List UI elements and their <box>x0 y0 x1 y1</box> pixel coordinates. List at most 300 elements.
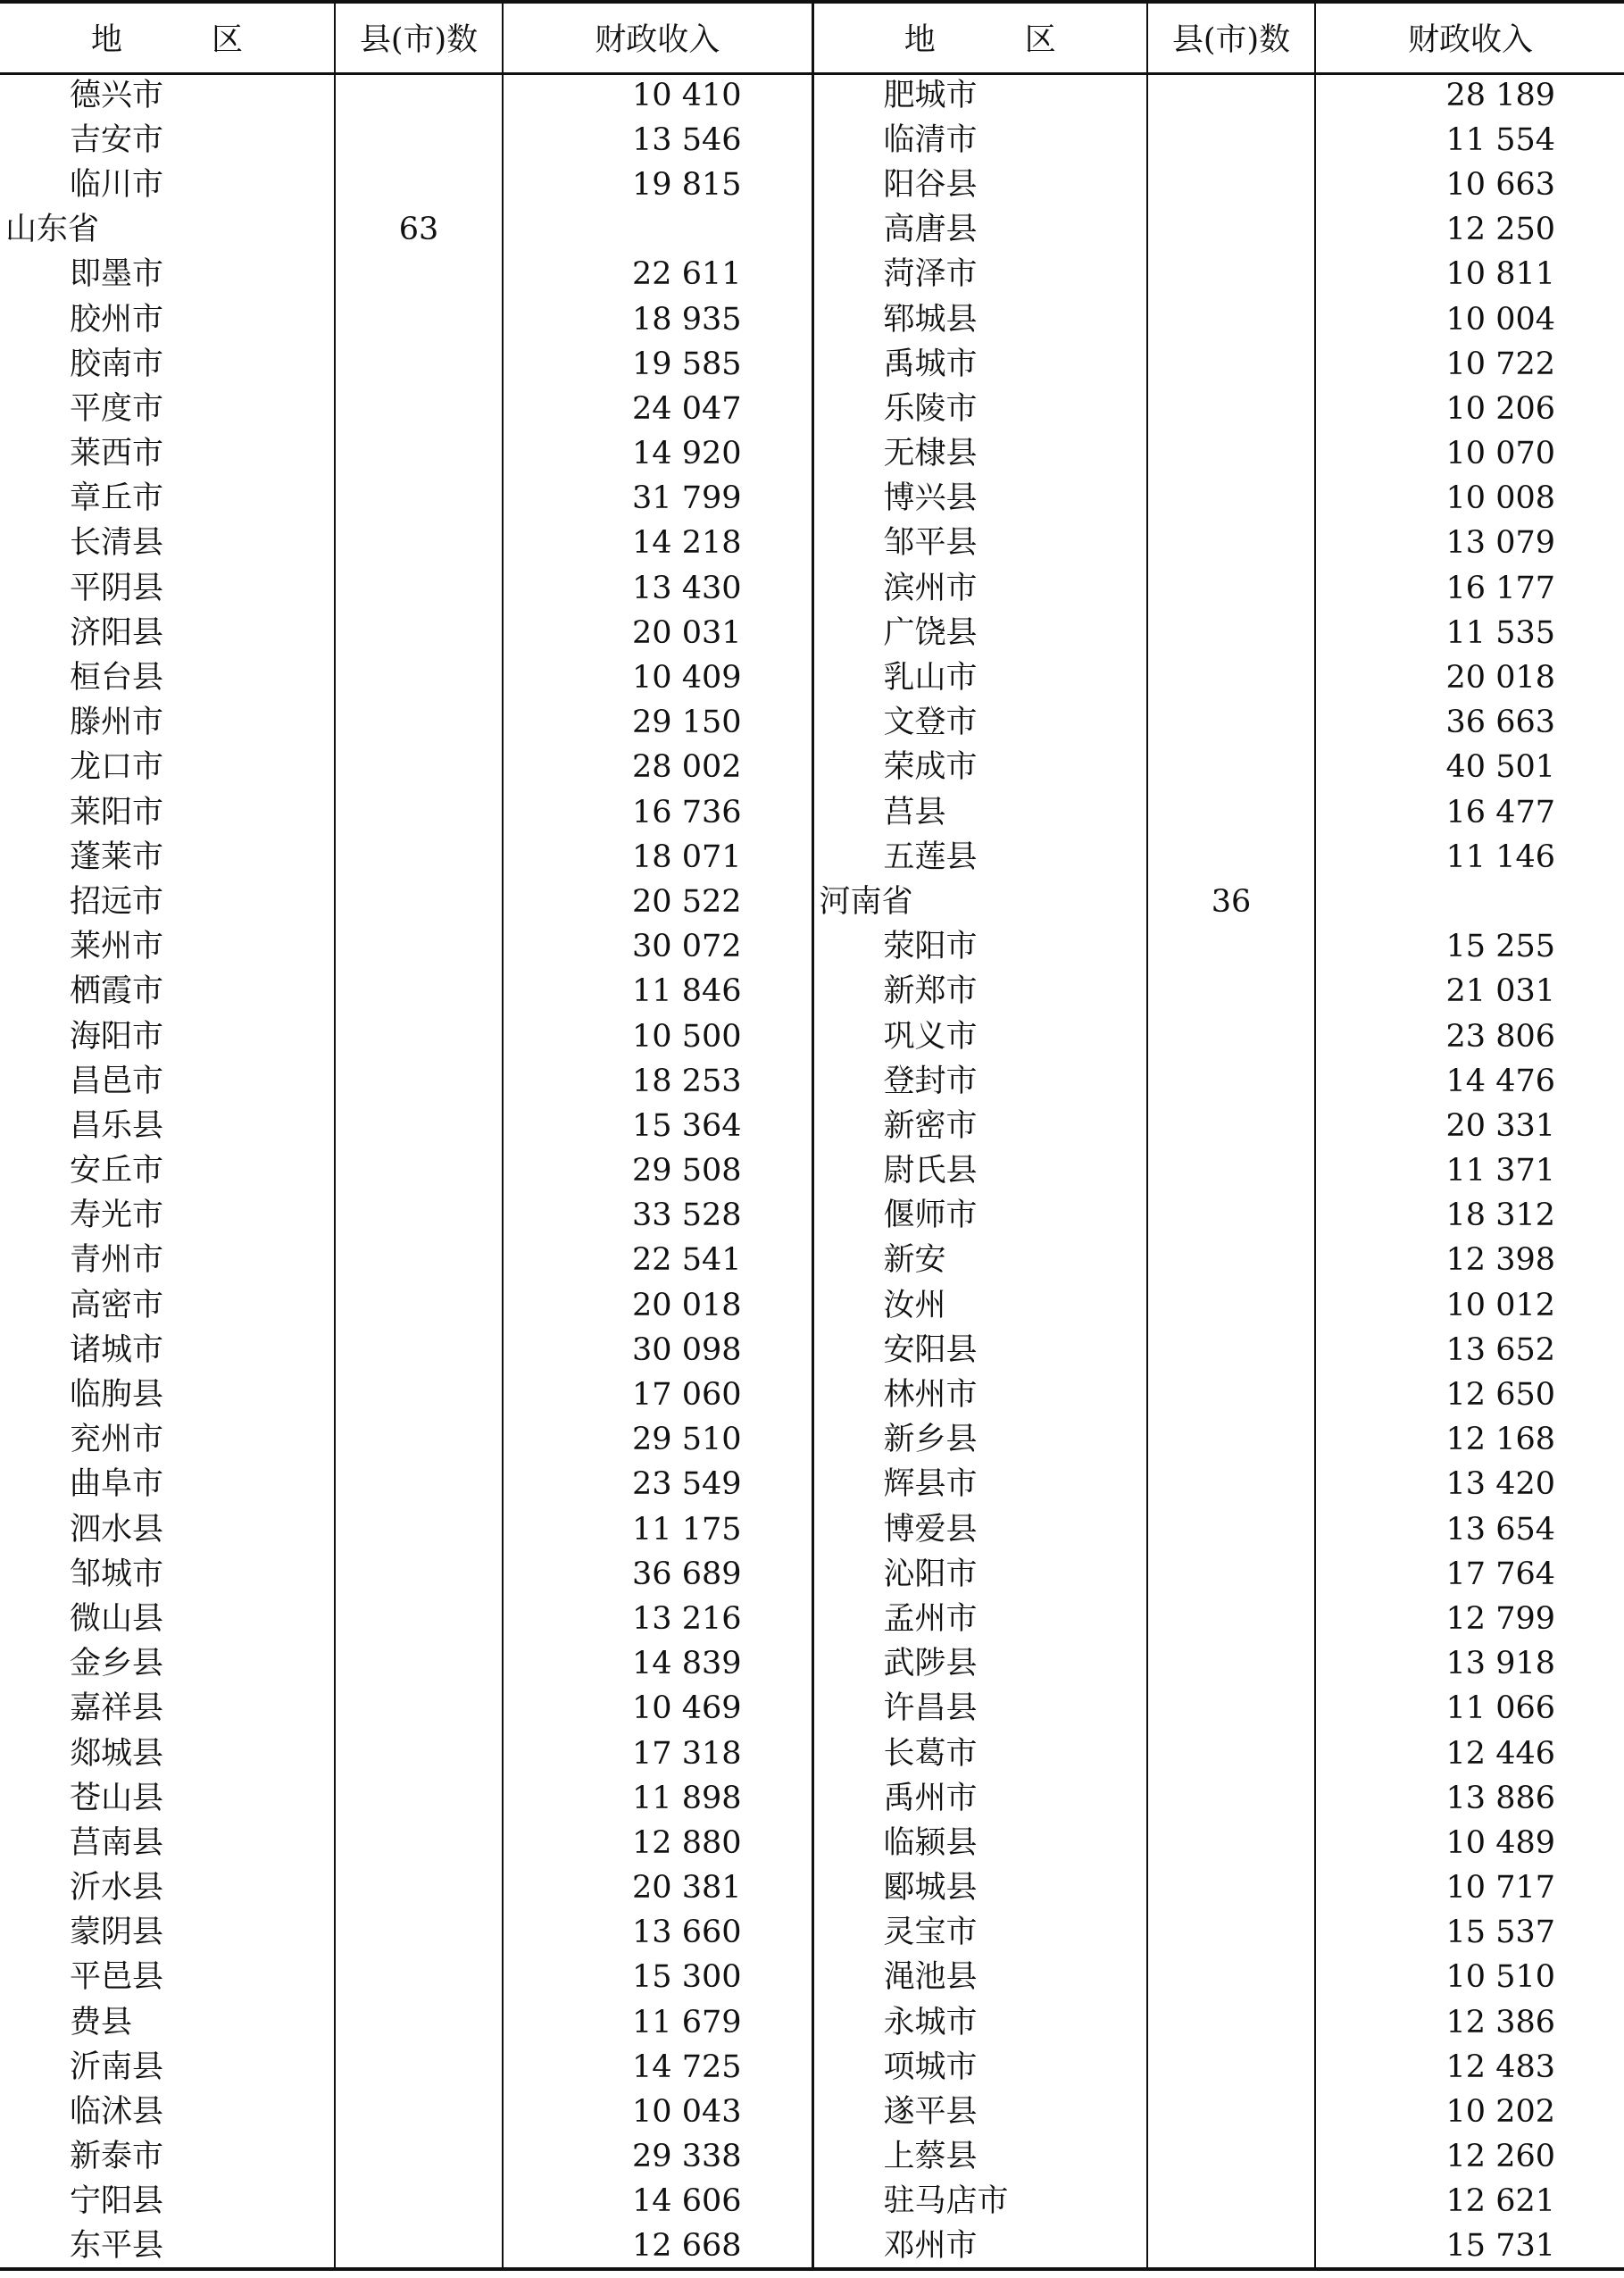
county-count <box>335 1014 503 1059</box>
revenue-value: 36 689 <box>503 1552 812 1597</box>
county-name: 禹城市 <box>812 342 1147 387</box>
county-name: 荣成市 <box>812 746 1147 790</box>
county-name: 乐陵市 <box>812 387 1147 431</box>
revenue-value: 15 255 <box>1315 925 1624 970</box>
revenue-value: 20 381 <box>503 1866 812 1911</box>
county-count <box>335 297 503 342</box>
revenue-value: 13 430 <box>503 566 812 611</box>
county-name: 孟州市 <box>812 1597 1147 1641</box>
county-count <box>335 1552 503 1597</box>
county-name: 遂平县 <box>812 2090 1147 2134</box>
revenue-value: 11 898 <box>503 1776 812 1821</box>
county-name: 沁阳市 <box>812 1552 1147 1597</box>
province-name: 河南省 <box>812 880 1147 924</box>
revenue-value: 19 815 <box>503 163 812 207</box>
table-row <box>0 297 1624 342</box>
county-name: 滕州市 <box>70 705 164 741</box>
county-name: 德兴市 <box>70 78 164 114</box>
county-name: 莱州市 <box>70 929 164 965</box>
county-count <box>335 1283 503 1328</box>
county-count <box>1147 746 1315 790</box>
county-name: 渑池县 <box>812 1956 1147 2000</box>
county-count <box>1147 566 1315 611</box>
county-count <box>335 1418 503 1463</box>
county-count <box>1147 432 1315 477</box>
revenue-value: 13 654 <box>1315 1507 1624 1552</box>
county-name: 新郑市 <box>812 970 1147 1014</box>
revenue-value: 29 338 <box>503 2135 812 2180</box>
county-count <box>1147 1642 1315 1687</box>
revenue-value: 17 318 <box>503 1731 812 1776</box>
county-count <box>335 1463 503 1507</box>
county-name: 莒县 <box>812 790 1147 835</box>
county-count <box>1147 2090 1315 2134</box>
county-count <box>1147 1552 1315 1597</box>
county-name: 桓台县 <box>70 660 164 697</box>
county-count <box>335 1821 503 1865</box>
revenue-value: 10 722 <box>1315 342 1624 387</box>
county-count <box>1147 655 1315 700</box>
county-name: 长清县 <box>70 525 164 562</box>
table-row <box>0 790 1624 835</box>
county-count <box>1147 1597 1315 1641</box>
county-name: 高密市 <box>70 1287 164 1323</box>
county-count <box>335 835 503 880</box>
revenue-value: 12 398 <box>1315 1239 1624 1283</box>
revenue-value: 10 410 <box>503 73 812 118</box>
table-row <box>0 746 1624 790</box>
county-count <box>335 1059 503 1104</box>
revenue-value: 10 500 <box>503 1014 812 1059</box>
revenue-value: 18 935 <box>503 297 812 342</box>
county-name: 登封市 <box>812 1059 1147 1104</box>
revenue-value: 15 731 <box>1315 2224 1624 2269</box>
county-count <box>1147 1507 1315 1552</box>
county-name: 郓城县 <box>812 297 1147 342</box>
province-name: 山东省 <box>5 212 100 248</box>
table-row <box>0 1239 1624 1283</box>
revenue-value: 10 070 <box>1315 432 1624 477</box>
table-row <box>0 1059 1624 1104</box>
table-row <box>0 1463 1624 1507</box>
county-name: 招远市 <box>70 883 164 920</box>
header-revenue-left: 财政收入 <box>503 2 812 73</box>
county-name: 上蔡县 <box>812 2135 1147 2180</box>
table-row <box>0 1194 1624 1239</box>
revenue-value: 12 621 <box>1315 2180 1624 2224</box>
revenue-value: 14 606 <box>503 2180 812 2224</box>
county-count <box>1147 2135 1315 2180</box>
county-name: 菏泽市 <box>812 253 1147 297</box>
revenue-value: 22 611 <box>503 253 812 297</box>
table-row <box>0 1597 1624 1641</box>
header-row <box>0 2 1624 73</box>
revenue-value: 10 469 <box>503 1687 812 1731</box>
county-count <box>335 2180 503 2224</box>
table-row <box>0 118 1624 163</box>
county-name: 高唐县 <box>812 208 1147 253</box>
county-name: 新密市 <box>812 1104 1147 1148</box>
revenue-value: 10 717 <box>1315 1866 1624 1911</box>
county-count <box>335 701 503 746</box>
county-count <box>1147 1328 1315 1373</box>
county-count <box>1147 1104 1315 1148</box>
county-count <box>1147 1911 1315 1956</box>
table-row <box>0 925 1624 970</box>
revenue-value: 33 528 <box>503 1194 812 1239</box>
revenue-value: 10 489 <box>1315 1821 1624 1865</box>
table-row <box>0 1731 1624 1776</box>
revenue-value: 11 535 <box>1315 611 1624 655</box>
table-row <box>0 2045 1624 2090</box>
revenue-value: 14 725 <box>503 2045 812 2090</box>
county-name: 博爱县 <box>812 1507 1147 1552</box>
table-row <box>0 2090 1624 2134</box>
county-name: 东平县 <box>0 2224 335 2269</box>
county-name: 安阳县 <box>812 1328 1147 1373</box>
county-count <box>335 2000 503 2045</box>
revenue-value: 10 409 <box>503 655 812 700</box>
table-body <box>0 73 1624 2269</box>
county-count <box>1147 2000 1315 2045</box>
county-count <box>1147 1239 1315 1283</box>
county-name: 沂水县 <box>70 1870 164 1907</box>
county-name: 费县 <box>70 2004 133 2040</box>
county-count <box>1147 1821 1315 1865</box>
county-count <box>335 1239 503 1283</box>
revenue-value: 11 679 <box>503 2000 812 2045</box>
county-name: 吉安市 <box>70 121 164 158</box>
county-count <box>1147 1776 1315 1821</box>
county-count <box>335 1597 503 1641</box>
header-revenue-right: 财政收入 <box>1315 2 1624 73</box>
county-name: 肥城市 <box>812 73 1147 118</box>
revenue-value: 23 549 <box>503 1463 812 1507</box>
revenue-value: 18 312 <box>1315 1194 1624 1239</box>
county-name: 青州市 <box>70 1242 164 1279</box>
county-name: 林州市 <box>812 1373 1147 1417</box>
table-row <box>0 432 1624 477</box>
county-name: 栖霞市 <box>70 973 164 1010</box>
county-name: 临朐县 <box>70 1377 164 1414</box>
county-name: 巩义市 <box>812 1014 1147 1059</box>
county-count <box>1147 1956 1315 2000</box>
header-count-left: 县(市)数 <box>335 2 503 73</box>
revenue-value: 20 018 <box>1315 655 1624 700</box>
county-count <box>1147 2224 1315 2269</box>
table-row <box>0 1283 1624 1328</box>
revenue-value: 22 541 <box>503 1239 812 1283</box>
county-count <box>1147 1373 1315 1417</box>
table-row <box>0 1911 1624 1956</box>
table-row <box>0 2224 1624 2269</box>
county-name: 郯城县 <box>70 1735 164 1772</box>
county-name: 曲阜市 <box>70 1466 164 1503</box>
county-count <box>335 1866 503 1911</box>
county-name: 辉县市 <box>812 1463 1147 1507</box>
table-row <box>0 163 1624 207</box>
revenue-value: 29 510 <box>503 1418 812 1463</box>
county-count <box>1147 1866 1315 1911</box>
table-row <box>0 2000 1624 2045</box>
county-count <box>335 2045 503 2090</box>
county-name: 胶南市 <box>70 346 164 382</box>
county-name: 武陟县 <box>812 1642 1147 1687</box>
county-count <box>335 253 503 297</box>
header-region-right: 地 区 <box>812 2 1147 73</box>
table-row <box>0 2135 1624 2180</box>
revenue-value: 11 846 <box>503 970 812 1014</box>
county-name: 郾城县 <box>812 1866 1147 1911</box>
county-count <box>1147 163 1315 207</box>
county-name: 济阳县 <box>70 614 164 651</box>
county-count: 63 <box>335 208 503 253</box>
county-count <box>335 1507 503 1552</box>
revenue-value: 24 047 <box>503 387 812 431</box>
county-name: 即墨市 <box>70 256 164 293</box>
revenue-value: 16 177 <box>1315 566 1624 611</box>
revenue-value: 10 202 <box>1315 2090 1624 2134</box>
county-count <box>1147 1463 1315 1507</box>
table-row <box>0 1507 1624 1552</box>
county-name: 临颍县 <box>812 1821 1147 1865</box>
table-row <box>0 1956 1624 2000</box>
county-count <box>335 611 503 655</box>
table-row <box>0 1552 1624 1597</box>
revenue-value: 30 098 <box>503 1328 812 1373</box>
county-name: 尉氏县 <box>812 1149 1147 1194</box>
county-name: 昌邑市 <box>70 1063 164 1099</box>
revenue-value: 10 004 <box>1315 297 1624 342</box>
county-name: 平邑县 <box>70 1959 164 1996</box>
county-count <box>1147 1283 1315 1328</box>
revenue-value: 10 811 <box>1315 253 1624 297</box>
county-name: 蒙阴县 <box>70 1915 164 1951</box>
county-name: 海阳市 <box>70 1018 164 1055</box>
county-name: 新乡县 <box>812 1418 1147 1463</box>
revenue-value: 12 168 <box>1315 1418 1624 1463</box>
county-name: 沂南县 <box>70 2049 164 2085</box>
revenue-value: 14 218 <box>503 522 812 566</box>
revenue-value: 29 150 <box>503 701 812 746</box>
revenue-value: 14 839 <box>503 1642 812 1687</box>
county-count <box>335 925 503 970</box>
revenue-value: 20 018 <box>503 1283 812 1328</box>
table-row <box>0 253 1624 297</box>
revenue-value: 12 799 <box>1315 1597 1624 1641</box>
revenue-value: 13 660 <box>503 1911 812 1956</box>
revenue-value: 13 886 <box>1315 1776 1624 1821</box>
table-row <box>0 1149 1624 1194</box>
table-row <box>0 342 1624 387</box>
county-name: 项城市 <box>812 2045 1147 2090</box>
county-name: 临清市 <box>812 118 1147 163</box>
county-count <box>1147 477 1315 522</box>
county-count <box>335 1328 503 1373</box>
revenue-value: 12 650 <box>1315 1373 1624 1417</box>
county-name: 寿光市 <box>70 1197 164 1234</box>
revenue-value: 10 663 <box>1315 163 1624 207</box>
revenue-value: 18 253 <box>503 1059 812 1104</box>
county-name: 泗水县 <box>70 1511 164 1548</box>
county-name: 临川市 <box>70 166 164 203</box>
revenue-value: 10 510 <box>1315 1956 1624 2000</box>
county-name: 文登市 <box>812 701 1147 746</box>
county-count <box>1147 118 1315 163</box>
revenue-value: 12 250 <box>1315 208 1624 253</box>
county-count <box>1147 522 1315 566</box>
revenue-value: 11 175 <box>503 1507 812 1552</box>
county-count <box>1147 208 1315 253</box>
county-name: 昌乐县 <box>70 1107 164 1144</box>
county-name: 嘉祥县 <box>70 1690 164 1727</box>
county-count <box>1147 2180 1315 2224</box>
revenue-value: 20 331 <box>1315 1104 1624 1148</box>
county-count <box>1147 1149 1315 1194</box>
table-row <box>0 522 1624 566</box>
county-count <box>335 566 503 611</box>
revenue-value: 13 420 <box>1315 1463 1624 1507</box>
table-row <box>0 1373 1624 1417</box>
county-count <box>1147 253 1315 297</box>
table-row <box>0 2180 1624 2224</box>
revenue-value: 11 371 <box>1315 1149 1624 1194</box>
county-name: 诸城市 <box>70 1331 164 1368</box>
county-count: 36 <box>1147 880 1315 924</box>
county-name: 莱西市 <box>70 436 164 472</box>
county-name: 临沭县 <box>70 2094 164 2131</box>
county-name: 无棣县 <box>812 432 1147 477</box>
county-name: 许昌县 <box>812 1687 1147 1731</box>
revenue-value: 14 920 <box>503 432 812 477</box>
county-name: 永城市 <box>812 2000 1147 2045</box>
revenue-value: 12 483 <box>1315 2045 1624 2090</box>
revenue-value: 12 260 <box>1315 2135 1624 2180</box>
county-name: 阳谷县 <box>812 163 1147 207</box>
table-row <box>0 477 1624 522</box>
county-count <box>335 1194 503 1239</box>
county-count <box>335 477 503 522</box>
revenue-value: 16 736 <box>503 790 812 835</box>
revenue-value: 12 446 <box>1315 1731 1624 1776</box>
county-name: 荥阳市 <box>812 925 1147 970</box>
revenue-value: 13 216 <box>503 1597 812 1641</box>
county-name: 蓬莱市 <box>70 839 164 875</box>
table-row <box>0 1687 1624 1731</box>
county-name: 胶州市 <box>70 301 164 338</box>
revenue-value: 11 554 <box>1315 118 1624 163</box>
county-count <box>335 1956 503 2000</box>
table-row <box>0 1014 1624 1059</box>
table-row <box>0 1328 1624 1373</box>
county-count <box>1147 1014 1315 1059</box>
county-count <box>335 746 503 790</box>
county-count <box>1147 925 1315 970</box>
county-name: 乳山市 <box>812 655 1147 700</box>
county-name: 博兴县 <box>812 477 1147 522</box>
county-count <box>1147 1194 1315 1239</box>
county-name: 五莲县 <box>812 835 1147 880</box>
county-count <box>335 1642 503 1687</box>
county-count <box>335 790 503 835</box>
revenue-value: 10 206 <box>1315 387 1624 431</box>
county-count <box>335 1911 503 1956</box>
county-count <box>335 1104 503 1148</box>
county-count <box>1147 73 1315 118</box>
revenue-value: 28 002 <box>503 746 812 790</box>
revenue-value: 11 066 <box>1315 1687 1624 1731</box>
revenue-value: 13 918 <box>1315 1642 1624 1687</box>
county-count <box>1147 611 1315 655</box>
revenue-value: 14 476 <box>1315 1059 1624 1104</box>
county-count <box>335 655 503 700</box>
county-name: 滨州市 <box>812 566 1147 611</box>
county-name: 宁阳县 <box>70 2183 164 2220</box>
revenue-value: 40 501 <box>1315 746 1624 790</box>
county-name: 龙口市 <box>70 749 164 786</box>
county-count <box>1147 1687 1315 1731</box>
table-row <box>0 566 1624 611</box>
county-count <box>335 2090 503 2134</box>
county-count <box>1147 1731 1315 1776</box>
county-name: 汝州 <box>812 1283 1147 1328</box>
table-row <box>0 1776 1624 1821</box>
county-name: 微山县 <box>70 1600 164 1637</box>
revenue-value: 30 072 <box>503 925 812 970</box>
county-count <box>335 522 503 566</box>
revenue-value: 15 537 <box>1315 1911 1624 1956</box>
table-row <box>0 1418 1624 1463</box>
table-row <box>0 701 1624 746</box>
revenue-value: 20 522 <box>503 880 812 924</box>
table-row <box>0 1866 1624 1911</box>
revenue-value: 19 585 <box>503 342 812 387</box>
revenue-value: 31 799 <box>503 477 812 522</box>
county-count <box>1147 835 1315 880</box>
county-count <box>335 1731 503 1776</box>
revenue-value: 15 364 <box>503 1104 812 1148</box>
county-count <box>335 342 503 387</box>
county-count <box>335 970 503 1014</box>
table-row <box>0 970 1624 1014</box>
county-count <box>1147 970 1315 1014</box>
county-count <box>335 163 503 207</box>
county-name: 广饶县 <box>812 611 1147 655</box>
county-count <box>1147 1418 1315 1463</box>
table-row <box>0 655 1624 700</box>
county-count <box>335 1776 503 1821</box>
revenue-value <box>503 208 812 253</box>
county-name: 莱阳市 <box>70 794 164 830</box>
county-name: 驻马店市 <box>812 2180 1147 2224</box>
revenue-value: 29 508 <box>503 1149 812 1194</box>
header-count-right: 县(市)数 <box>1147 2 1315 73</box>
revenue-value: 28 189 <box>1315 73 1624 118</box>
revenue-value: 23 806 <box>1315 1014 1624 1059</box>
revenue-value: 15 300 <box>503 1956 812 2000</box>
county-count <box>335 387 503 431</box>
revenue-value: 17 060 <box>503 1373 812 1417</box>
revenue-value: 17 764 <box>1315 1552 1624 1597</box>
county-name: 灵宝市 <box>812 1911 1147 1956</box>
table-row <box>0 208 1624 253</box>
revenue-value: 10 008 <box>1315 477 1624 522</box>
county-name: 新安 <box>812 1239 1147 1283</box>
revenue-value: 10 043 <box>503 2090 812 2134</box>
revenue-value: 16 477 <box>1315 790 1624 835</box>
table-row <box>0 387 1624 431</box>
county-count <box>1147 297 1315 342</box>
